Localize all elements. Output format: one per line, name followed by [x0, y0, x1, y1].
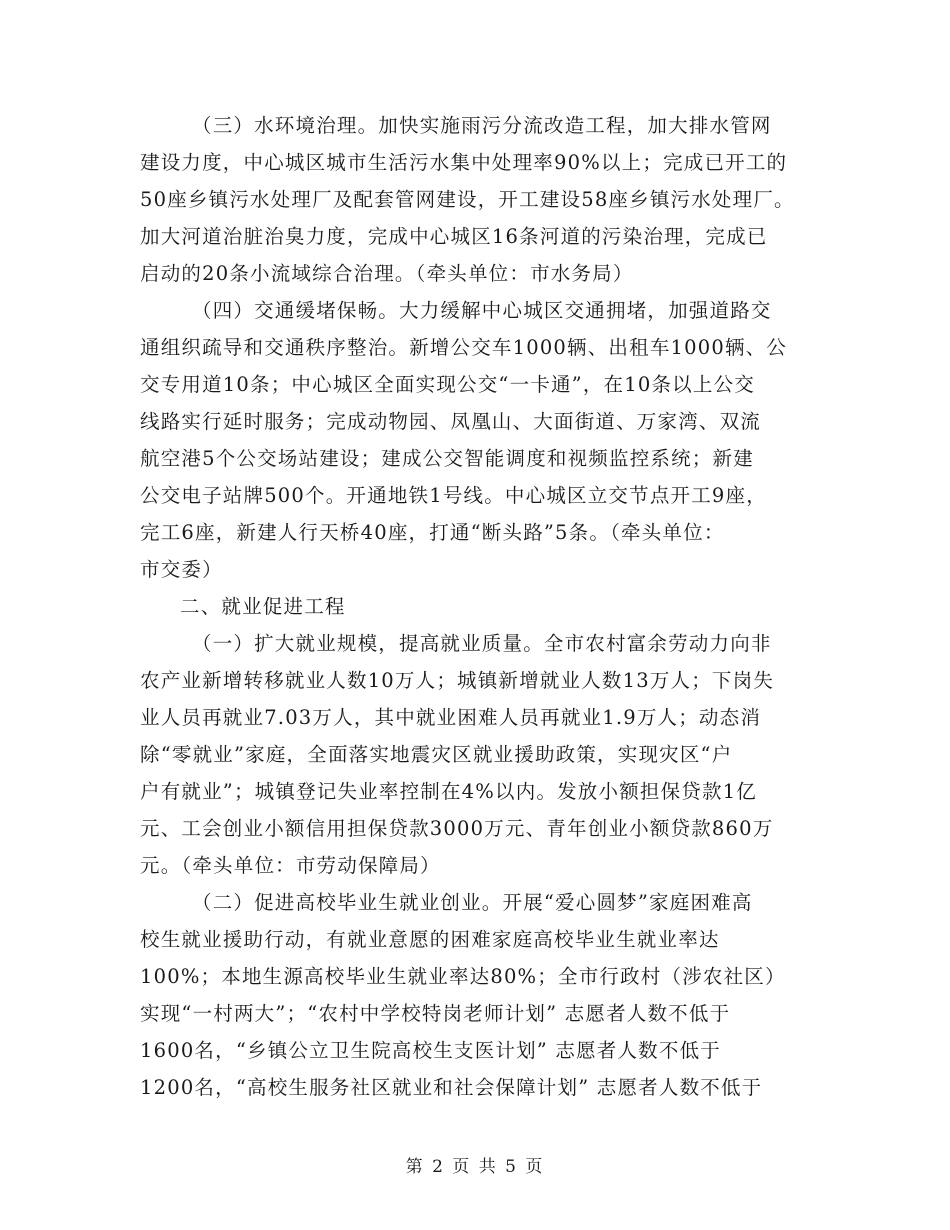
paragraph-line: 农产业新增转移就业人数10万人；城镇新增就业人数13万人；下岗失 [140, 669, 775, 692]
paragraph-line: 通组织疏导和交通秩序整治。新增公交车1000辆、出租车1000辆、公 [140, 336, 788, 359]
paragraph-line: （三）水环境治理。加快实施雨污分流改造工程，加大排水管网 [192, 114, 772, 137]
paragraph-line: 公交电子站牌500个。开通地铁1号线。中心城区立交节点开工9座， [140, 484, 767, 507]
paragraph-line: 建设力度，中心城区城市生活污水集中处理率90%以上；完成已开工的 [140, 151, 788, 174]
paragraph-line: 启动的20条小流域综合治理。（牵头单位：市水务局） [140, 262, 634, 285]
paragraph-line: 线路实行延时服务；完成动物园、凤凰山、大面街道、万家湾、双流 [140, 410, 762, 433]
section-heading: 二、就业促进工程 [180, 595, 346, 618]
paragraph-line: 除“零就业”家庭，全面落实地震灾区就业援助政策，实现灾区“户 [140, 743, 733, 766]
paragraph-line: 完工6座，新建人行天桥40座，打通“断头路”5条。（牵头单位： [140, 521, 725, 544]
paragraph-line: 市交委） [140, 558, 223, 581]
paragraph-line: 加大河道治脏治臭力度，完成中心城区16条河道的污染治理，完成已 [140, 225, 768, 248]
paragraph-line: 实现“一村两大”；“农村中学校特岗老师计划” 志愿者人数不低于 [140, 1002, 731, 1025]
paragraph-line: 50座乡镇污水处理厂及配套管网建设，开工建设58座乡镇污水处理厂。 [140, 188, 795, 211]
paragraph-line: （二）促进高校毕业生就业创业。开展“爱心圆梦”家庭困难高 [192, 891, 753, 914]
paragraph-line: 业人员再就业7.03万人，其中就业困难人员再就业1.9万人；动态消 [140, 706, 762, 729]
paragraph-line: 1600名，“乡镇公立卫生院高校生支医计划” 志愿者人数不低于 [140, 1039, 721, 1062]
paragraph-line: 100%；本地生源高校毕业生就业率达80%；全市行政村（涉农社区） [140, 965, 786, 988]
paragraph-line: 元、工会创业小额信用担保贷款3000万元、青年创业小额贷款860万 [140, 817, 774, 840]
page-number-footer: 第 2 页 共 5 页 [405, 1157, 545, 1177]
paragraph-line: 校生就业援助行动，有就业意愿的困难家庭高校毕业生就业率达 [140, 928, 720, 951]
paragraph-line: 1200名，“高校生服务社区就业和社会保障计划” 志愿者人数不低于 [140, 1076, 763, 1099]
paragraph-line: 元。（牵头单位：市劳动保障局） [140, 854, 441, 877]
paragraph-line: （四）交通缓堵保畅。大力缓解中心城区交通拥堵，加强道路交 [192, 299, 772, 322]
paragraph-line: （一）扩大就业规模，提高就业质量。全市农村富余劳动力向非 [192, 632, 772, 655]
paragraph-line: 航空港5个公交场站建设；建成公交智能调度和视频监控系统；新建 [140, 447, 754, 470]
paragraph-line: 交专用道10条；中心城区全面实现公交“一卡通”，在10条以上公交 [140, 373, 755, 396]
paragraph-line: 户有就业”；城镇登记失业率控制在4%以内。发放小额担保贷款1亿 [140, 780, 758, 803]
